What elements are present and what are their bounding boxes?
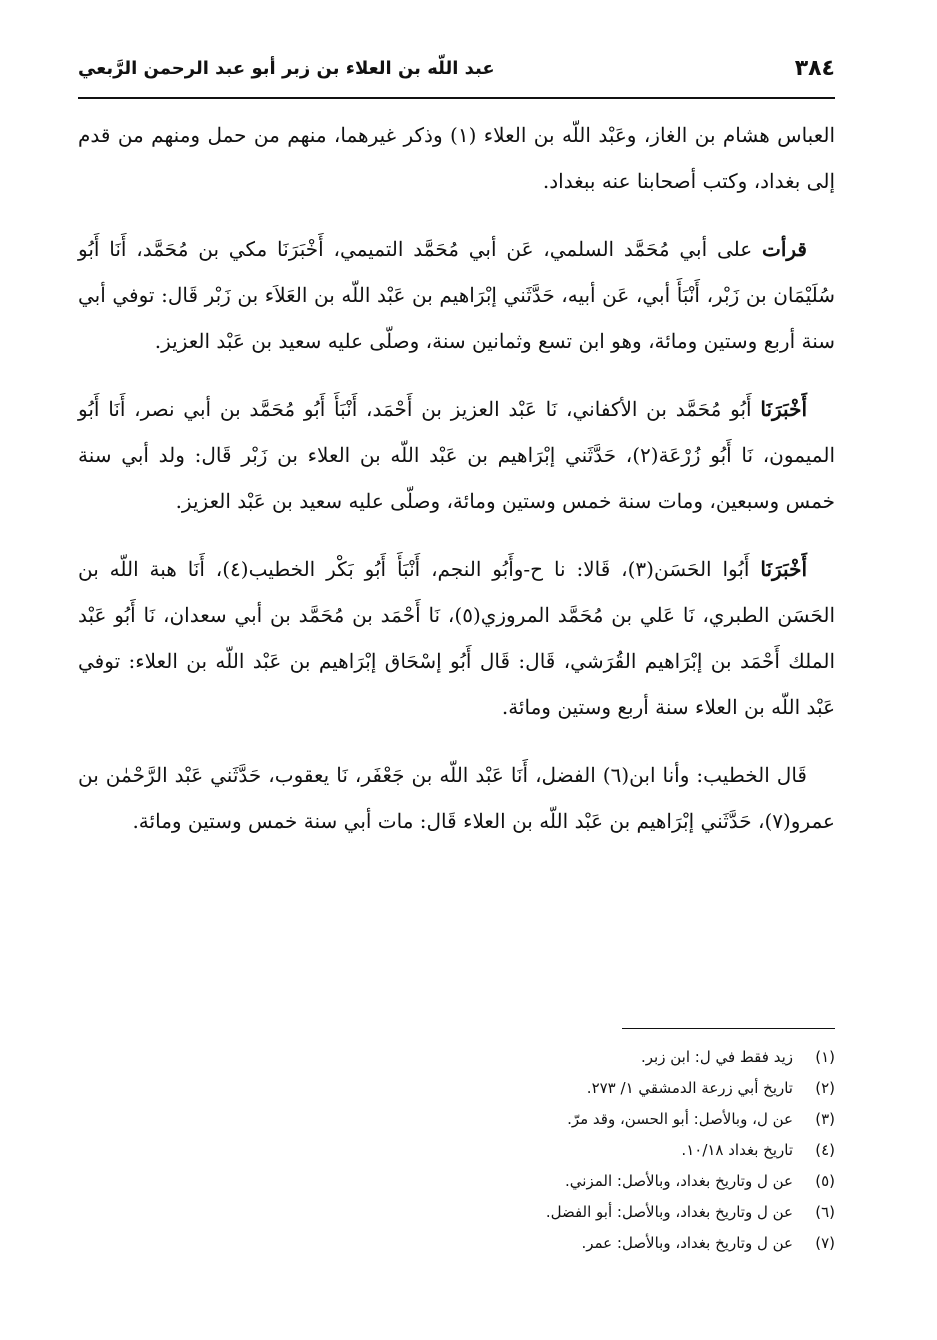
- footnote-number: (٧): [815, 1234, 835, 1252]
- paragraph-1: [78, 112, 835, 204]
- footnote-item: [300, 1104, 835, 1135]
- paragraph-text: أَبُو مُحَمَّد بن الأكفاني، نَا عَبْد العزيز بن أَحْمَد، أَنْبَأَ أَبُو مُحَمَّد بن أبي نصر، أَنَا أَبُو الميمون، نَا أَبُو زُرْعَة(٢)، حَدَّثَني إبْرَاهيم بن عَبْد اللّه بن العلاء بن زَبْر قَال: ولد أبي سنة خمس وسبعين، ومات سنة خمس وستين ومائة، وصلّى عليه سعيد بن عَبْد العزيز.: [78, 397, 836, 513]
- paragraph-lead: أَخْبَرَنَا: [760, 557, 808, 581]
- paragraph-lead: أَخْبَرَنَا: [760, 397, 807, 421]
- page-header: [78, 50, 835, 94]
- paragraph-text: العباس هشام بن الغاز، وعَبْد اللّه بن العلاء (١) وذكر غيرهما، منهم من حمل ومنهم من قدم إلى بغداد، وكتب أصحابنا عنه ببغداد.: [78, 123, 836, 193]
- footnote-number: (١): [815, 1048, 835, 1066]
- footnote-item: [300, 1228, 835, 1259]
- footnote-item: [300, 1166, 835, 1197]
- paragraph-4: [78, 546, 835, 730]
- footnote-number: (٤): [815, 1141, 835, 1159]
- running-title: عبد اللّه بن العلاء بن زبر أبو عبد الرحمن الرَّبعي: [78, 58, 495, 79]
- footnote-item: [300, 1197, 835, 1228]
- footnote-text: تاريخ أبي زرعة الدمشقي ١/ ٢٧٣.: [586, 1079, 793, 1097]
- footnote-number: (٣): [815, 1110, 835, 1128]
- paragraph-3: [78, 386, 835, 524]
- footnote-item: [300, 1073, 835, 1104]
- footnote-text: عن ل، وبالأصل: أبو الحسن، وقد مرّ.: [567, 1110, 793, 1128]
- footnote-item: [300, 1042, 835, 1073]
- header-rule: [78, 97, 835, 99]
- footnote-number: (٦): [815, 1203, 835, 1221]
- footnote-number: (٥): [815, 1172, 835, 1190]
- paragraph-2: [78, 226, 835, 364]
- footnote-text: عن ل وتاريخ بغداد، وبالأصل: عمر.: [581, 1234, 793, 1252]
- paragraph-text: قَال الخطيب: وأنا ابن(٦) الفضل، أَنَا عَبْد اللّه بن جَعْفَر، نَا يعقوب، حَدَّثَني عَبْد الرَّحْمٰن بن عمرو(٧)، حَدَّثَني إبْرَاهيم بن عَبْد اللّه بن العلاء قَال: مات أبي سنة خمس وستين ومائة.: [78, 763, 835, 833]
- main-text: [78, 112, 835, 866]
- footnote-number: (٢): [815, 1079, 835, 1097]
- footnote-text: عن ل وتاريخ بغداد، وبالأصل: أبو الفضل.: [545, 1203, 793, 1221]
- footnote-rule: [622, 1028, 835, 1029]
- footnotes: [300, 1042, 835, 1259]
- page-number: ٣٨٤: [794, 56, 835, 81]
- paragraph-text: أَبُوا الحَسَن(٣)، قَالا: نا ح-وأَبُو النجم، أَنْبَأَ أَبُو بَكْر الخطيب(٤)، أَنَا هبة اللّه بن الحَسَن الطبري، نَا عَلي بن مُحَمَّد المروزي(٥)، نَا أَحْمَد بن مُحَمَّد بن أبي سعدان، نَا أَبُو عَبْد الملك أَحْمَد بن إبْرَاهيم القُرَشي، قَال: قَال أَبُو إسْحَاق إبْرَاهيم بن عَبْد اللّه بن العلاء: توفي عَبْد اللّه بن العلاء سنة أربع وستين ومائة.: [78, 557, 836, 719]
- paragraph-5: [78, 752, 835, 844]
- paragraph-lead: قرأت: [762, 237, 807, 261]
- footnote-item: [300, 1135, 835, 1166]
- footnote-text: زيد فقط في ل: ابن زبر.: [641, 1048, 793, 1066]
- footnote-text: عن ل وتاريخ بغداد، وبالأصل: المزني.: [565, 1172, 793, 1190]
- footnote-text: تاريخ بغداد ١٠/١٨.: [681, 1141, 793, 1159]
- paragraph-text: على أبي مُحَمَّد السلمي، عَن أبي مُحَمَّد التميمي، أَخْبَرَنَا مكي بن مُحَمَّد، أَنَا أَبُو سُلَيْمَان بن زَبْر، أَنْبَأَ أبي، عَن أبيه، حَدَّثَني إبْرَاهيم بن عَبْد اللّه بن العَلاَء بن زَبْر قَال: توفي أبي سنة أربع وستين ومائة، وهو ابن تسع وثمانين سنة، وصلّى عليه سعيد بن عَبْد العزيز.: [78, 237, 835, 353]
